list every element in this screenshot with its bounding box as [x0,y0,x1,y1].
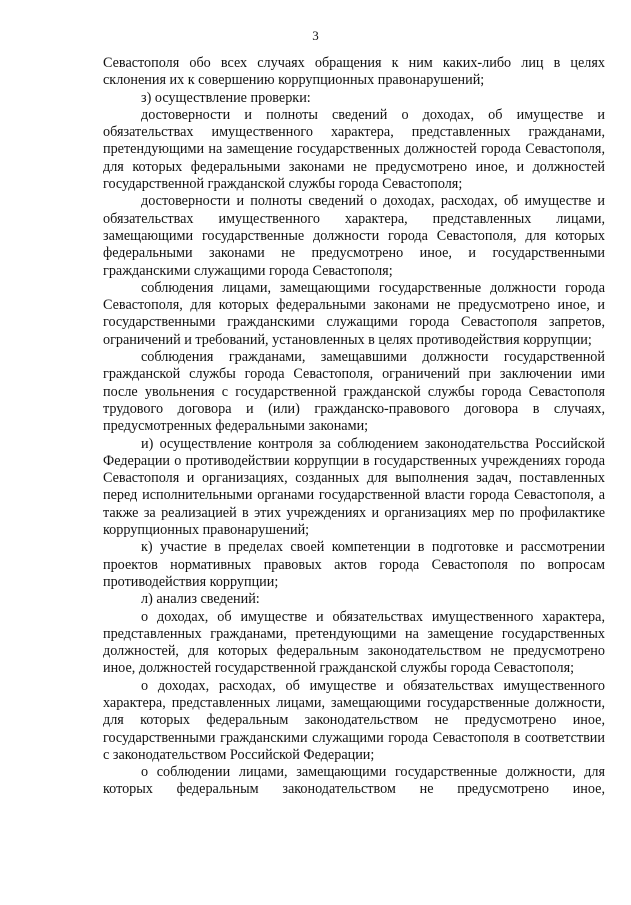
paragraph-continuation: Севастополя обо всех случаях обращения к ним каких-либо лиц в целях склонения их к совершению коррупционных правонарушений; [103,55,605,89]
paragraph-check-officials: достоверности и полноты сведений о доходах, расходах, об имуществе и обязательствах имущественного характера, представленных лицами, замещающими государственные должности города Севастополя, для которых федеральными законами не предусмотрено иное, и государственными гражданскими служащими города Севастополя; [103,193,605,279]
page-number: 3 [312,28,319,43]
paragraph-item-z: з) осуществление проверки: [141,89,311,106]
paragraph-check-former-employees: соблюдения гражданами, замещавшими должности государственной гражданской службы города Севастополя, ограничений при заключении ими после увольнения с государственной гражданской службы города Севастополя трудового договора и (или) гражданско-правового договора в случаях, предусмотренных федеральными законами; [103,349,605,435]
paragraph-analysis-officials: о доходах, расходах, об имуществе и обязательствах имущественного характера, представленных лицами, замещающими государственные должности, для которых федеральным законодательством не предусмотрено иное, государственными гражданскими служащими города Севастополя в соответствии с законодательством Российской Федерации; [103,677,605,763]
document-body [103,55,605,799]
paragraph-check-candidates: достоверности и полноты сведений о доходах, об имуществе и обязательствах имущественного характера, представленных гражданами, претендующими на замещение государственных должностей города Севастополя, для которых федеральными законами не предусмотрено иное, и должностей государственной гражданской службы города Севастополя; [103,106,605,193]
paragraph-item-l: л) анализ сведений: [141,591,260,608]
paragraph-item-i: и) осуществление контроля за соблюдением законодательства Российской Федерации о противодействии коррупции в государственных учреждениях города Севастополя и организациях, созданных для выполнения задач, поставленных перед исполнительными органами государственной власти города Севастополя, а также за реализацией в этих учреждениях и организациях мер по профилактике коррупционных правонарушений; [103,435,605,539]
paragraph-analysis-compliance: о соблюдении лицами, замещающими государственные должности, для которых федеральным законодательством не предусмотрено иное, [103,764,605,798]
paragraph-check-prohibitions: соблюдения лицами, замещающими государственные должности города Севастополя, для которых федеральными законами не предусмотрено иное, и государственными гражданскими служащими города Севастополя запретов, ограничений и требований, установленных в целях противодействия коррупции; [103,279,605,348]
paragraph-item-k: к) участие в пределах своей компетенции в подготовке и рассмотрении проектов нормативных правовых актов города Севастополя по вопросам противодействия коррупции; [103,539,605,590]
paragraph-analysis-candidates: о доходах, об имуществе и обязательствах имущественного характера, представленных гражданами, претендующими на замещение государственных должностей, для которых федеральным законодательством не предусмотрено иное, должностей государственной гражданской службы города Севастополя; [103,608,605,677]
